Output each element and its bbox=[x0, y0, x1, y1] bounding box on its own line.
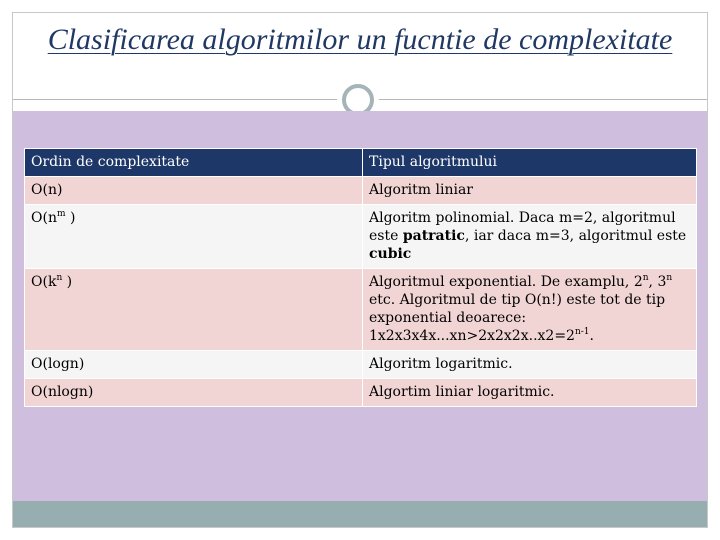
header-type: Tipul algoritmului bbox=[363, 149, 697, 177]
type-exponent: n bbox=[666, 273, 673, 283]
type-exponent: n bbox=[642, 273, 649, 283]
cell-type: Algoritm logaritmic. bbox=[363, 351, 697, 379]
slide-title: Clasificarea algoritmilor un fucntie de complexitate bbox=[47, 23, 673, 56]
cell-order bbox=[25, 205, 363, 269]
cell-order: O(logn) bbox=[25, 351, 363, 379]
cell-type: Algoritm liniar bbox=[363, 177, 697, 205]
table-row bbox=[25, 351, 697, 379]
cell-type bbox=[363, 269, 697, 351]
table-row bbox=[25, 177, 697, 205]
order-exponent: m bbox=[56, 209, 66, 219]
content-area bbox=[13, 111, 707, 503]
table-row bbox=[25, 205, 697, 269]
table-header-row bbox=[25, 149, 697, 177]
type-text: , iar daca m=3, algoritmul este bbox=[464, 228, 687, 244]
type-bold-patratic: patratic bbox=[402, 228, 465, 244]
order-exponent: n bbox=[56, 273, 63, 283]
order-text-end: ) bbox=[65, 210, 76, 226]
type-exponent: n-1 bbox=[574, 327, 590, 337]
footer-bar bbox=[13, 501, 707, 527]
slide bbox=[12, 12, 708, 528]
cell-order: O(n) bbox=[25, 177, 363, 205]
cell-type bbox=[363, 205, 697, 269]
type-text: Algoritmul exponential. De examplu, 2 bbox=[369, 274, 643, 290]
header-order: Ordin de complexitate bbox=[25, 149, 363, 177]
order-text: O(k bbox=[31, 274, 57, 290]
cell-type: Algortim liniar logaritmic. bbox=[363, 379, 697, 407]
cell-order: O(nlogn) bbox=[25, 379, 363, 407]
type-text: . bbox=[589, 328, 594, 344]
complexity-table bbox=[24, 148, 697, 407]
order-text: O(n bbox=[31, 210, 57, 226]
type-text: , 3 bbox=[648, 274, 667, 290]
table-row bbox=[25, 379, 697, 407]
type-bold-cubic: cubic bbox=[369, 246, 412, 262]
order-text-end: ) bbox=[62, 274, 73, 290]
cell-order bbox=[25, 269, 363, 351]
type-text: Algoritm polinomial. Daca m=2, algoritmul este bbox=[369, 210, 676, 244]
table-row bbox=[25, 269, 697, 351]
type-text: etc. Algoritmul de tip O(n!) este tot de tip exponential deoarece: 1x2x3x4x...xn>2x2x2x..x2=2 bbox=[369, 292, 666, 344]
